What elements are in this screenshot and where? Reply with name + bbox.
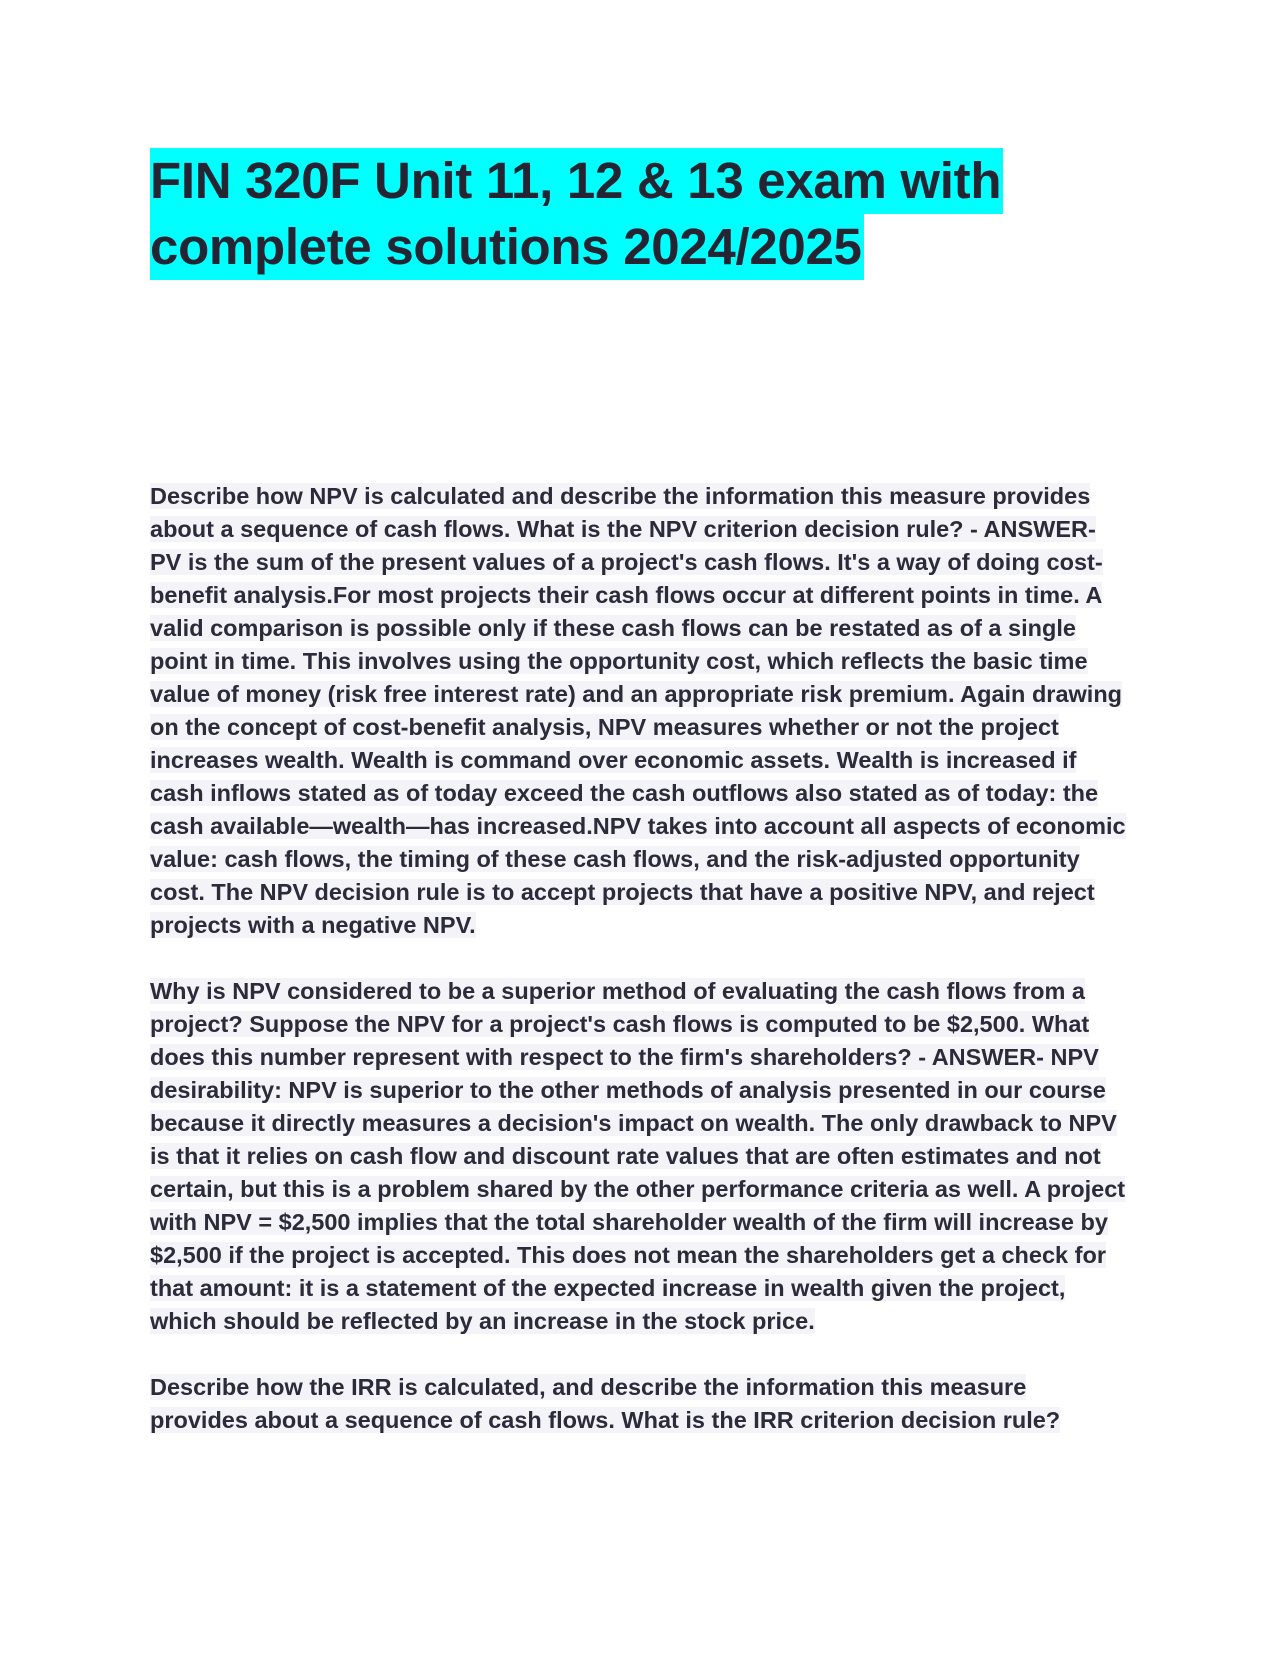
document-body bbox=[150, 480, 1130, 1470]
title-line-1: FIN 320F Unit 11, 12 & 13 exam with bbox=[150, 148, 1003, 214]
qa-text: Why is NPV considered to be a superior method of evaluating the cash flows from a project? Suppose the NPV for a project's cash flows is computed to be $2,500. What does this number represent with respect to the firm's shareholders? - ANSWER- NPV desirability: NPV is superior to the other methods of analysis presented in our course because it directly measures a decision's impact on wealth. The only drawback to NPV is that it relies on cash flow and discount rate values that are often estimates and not certain, but this is a problem shared by the other performance criteria as well. A project with NPV = $2,500 implies that the total shareholder wealth of the firm will increase by $2,500 if the project is accepted. This does not mean the shareholders get a check for that amount: it is a statement of the expected increase in wealth given the project, which should be reflected by an increase in the stock price. bbox=[150, 978, 1126, 1334]
qa-entry-npv-superior bbox=[150, 975, 1130, 1338]
document-header bbox=[150, 148, 1130, 280]
qa-entry-irr-calculation bbox=[150, 1371, 1130, 1437]
qa-entry-npv-calculation bbox=[150, 480, 1130, 942]
qa-text: Describe how the IRR is calculated, and describe the information this measure provides about a sequence of cash flows. What is the IRR criterion decision rule? bbox=[150, 1374, 1061, 1433]
title-line-2: complete solutions 2024/2025 bbox=[150, 214, 864, 280]
document-title bbox=[150, 148, 1130, 280]
qa-text: Describe how NPV is calculated and describe the information this measure provides about a sequence of cash flows. What is the NPV criterion decision rule? - ANSWER- PV is the sum of the present values of a project's cash flows. It's a way of doing cost-benefit analysis.For most projects their cash flows occur at different points in time. A valid comparison is possible only if these cash flows can be restated as of a single point in time. This involves using the opportunity cost, which reflects the basic time value of money (risk free interest rate) and an appropriate risk premium. Again drawing on the concept of cost-benefit analysis, NPV measures whether or not the project increases wealth. Wealth is command over economic assets. Wealth is increased if cash inflows stated as of today exceed the cash outflows also stated as of today: the cash available—wealth—has increased.NPV takes into account all aspects of economic value: cash flows, the timing of these cash flows, and the risk-adjusted opportunity cost. The NPV decision rule is to accept projects that have a positive NPV, and reject projects with a negative NPV. bbox=[150, 483, 1126, 938]
